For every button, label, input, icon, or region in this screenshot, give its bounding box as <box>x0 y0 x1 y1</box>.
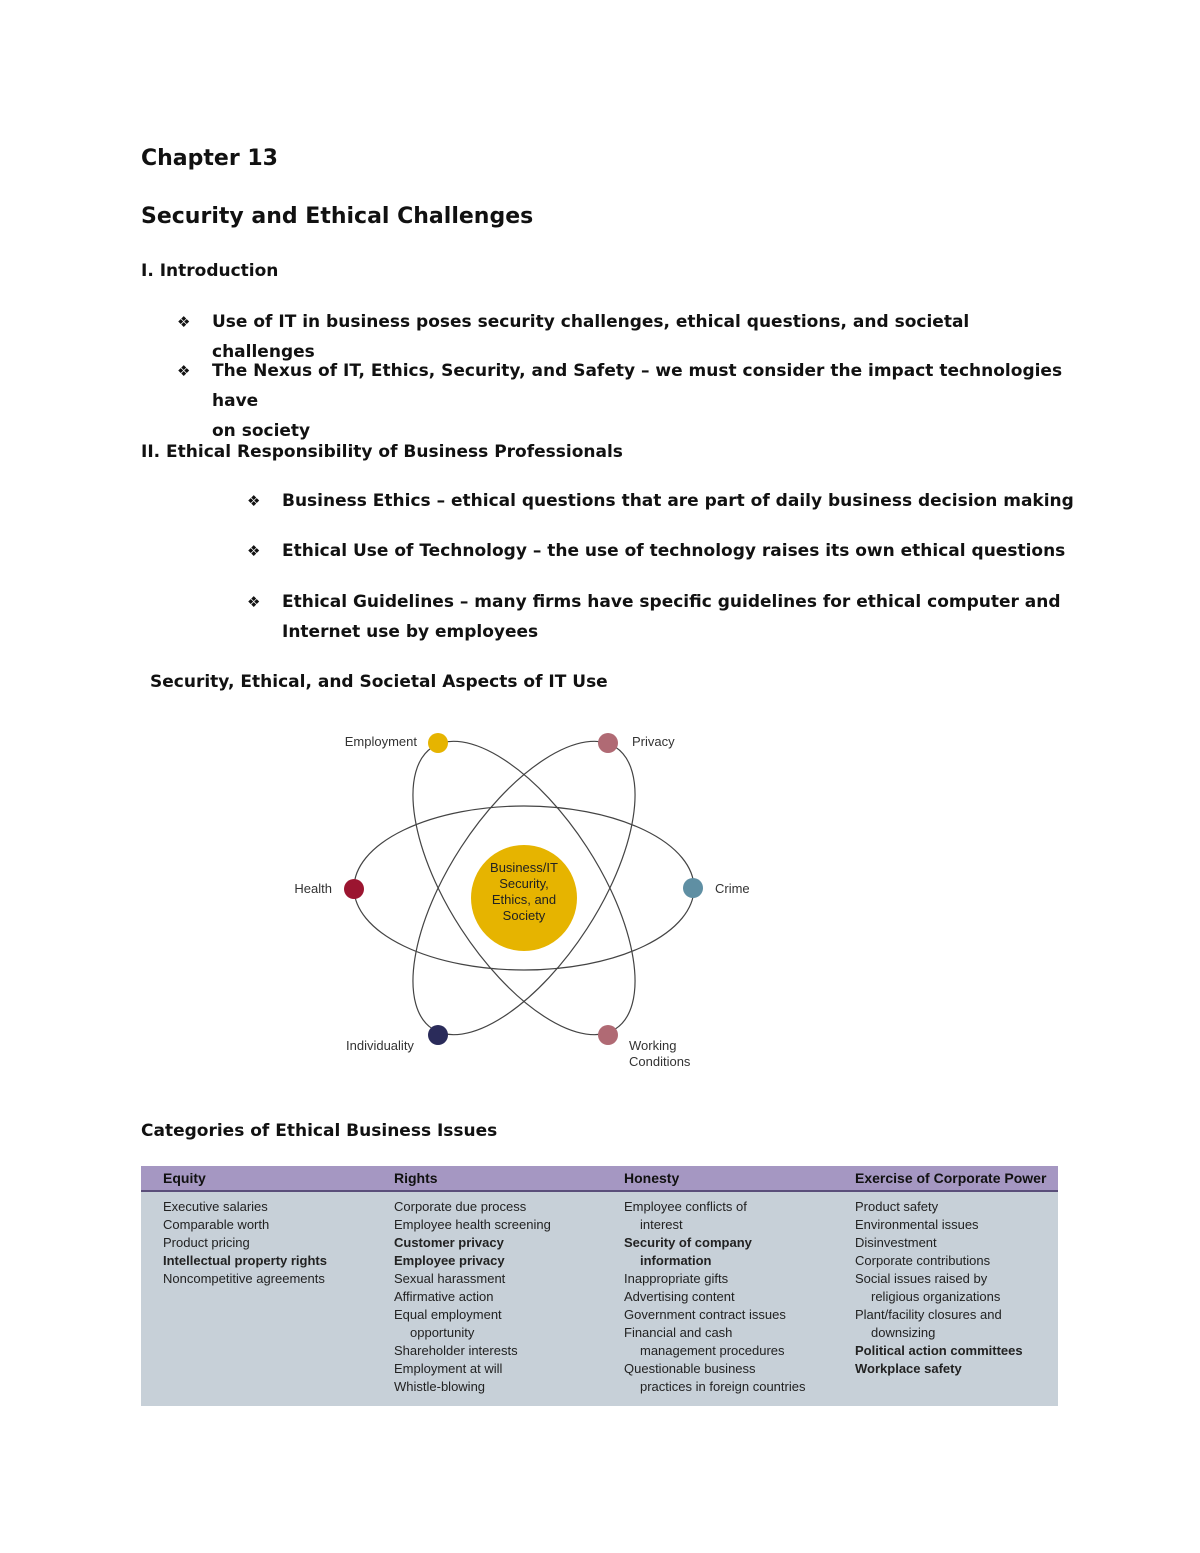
table-cell-item: religious organizations <box>871 1289 1001 1304</box>
column-header: Exercise of Corporate Power <box>855 1170 1047 1186</box>
table-cell-item: Political action committees <box>855 1343 1023 1358</box>
table-cell-item: Plant/facility closures and <box>855 1307 1002 1322</box>
table-cell-item: Product safety <box>855 1199 939 1214</box>
table-cell-item: interest <box>640 1217 683 1232</box>
diagram-caption: Security, Ethical, and Societal Aspects of IT Use <box>150 672 608 692</box>
table-cell-item: management procedures <box>640 1343 785 1358</box>
table-column-rights <box>394 1198 551 1396</box>
bullet-text: Use of IT in business poses security challenges, ethical questions, and societal challenges <box>212 312 970 362</box>
table-cell-item: Inappropriate gifts <box>624 1271 729 1286</box>
diamond-bullet-icon: ❖ <box>177 362 191 380</box>
table-cell-item: Questionable business <box>624 1361 756 1376</box>
table-column-corporate-power <box>855 1198 1023 1378</box>
table-cell-item: Product pricing <box>163 1235 250 1250</box>
working-conditions-node <box>598 1025 618 1045</box>
bullet-text: Ethical Use of Technology – the use of technology raises its own ethical questions <box>282 541 1066 561</box>
column-header: Equity <box>163 1170 206 1186</box>
table-cell-item: Financial and cash <box>624 1325 733 1340</box>
table-cell-item: opportunity <box>410 1325 475 1340</box>
table-cell-item: Whistle-blowing <box>394 1379 486 1394</box>
center-label-line: Ethics, and <box>491 892 557 907</box>
bullet-text: The Nexus of IT, Ethics, Security, and Safety – we must consider the impact technologies have <box>212 361 1063 411</box>
table-cell-item: Shareholder interests <box>394 1343 518 1358</box>
table-cell-item: Employment at will <box>394 1361 503 1376</box>
table-cell-item: Environmental issues <box>855 1217 979 1232</box>
ethical-issues-table <box>141 1166 1058 1406</box>
center-label-line: Security, <box>499 876 549 891</box>
crime-node <box>683 878 703 898</box>
diamond-bullet-icon: ❖ <box>247 593 261 611</box>
table-cell-item: Employee health screening <box>394 1217 551 1232</box>
diamond-bullet-icon: ❖ <box>177 313 191 331</box>
bullet-text-continued: on society <box>212 421 311 441</box>
table-cell-item: Sexual harassment <box>394 1271 506 1286</box>
table-cell-item: downsizing <box>871 1325 936 1340</box>
column-header: Rights <box>394 1170 438 1186</box>
column-header: Honesty <box>624 1170 680 1186</box>
table-cell-item: Government contract issues <box>624 1307 786 1322</box>
individuality-node <box>428 1025 448 1045</box>
table-cell-item: Corporate contributions <box>855 1253 991 1268</box>
bullet-item <box>247 587 1147 647</box>
health-label: Health <box>294 881 332 896</box>
table-cell-item: Workplace safety <box>855 1361 962 1376</box>
table-cell-item: Customer privacy <box>394 1235 504 1250</box>
privacy-node <box>598 733 618 753</box>
crime-label: Crime <box>715 881 750 896</box>
employment-label: Employment <box>344 734 417 749</box>
diamond-bullet-icon: ❖ <box>247 492 261 510</box>
table-cell-item: Security of company <box>624 1235 752 1250</box>
table-cell-item: Employee conflicts of <box>624 1199 747 1214</box>
table-caption: Categories of Ethical Business Issues <box>141 1121 498 1141</box>
table-cell-item: Disinvestment <box>855 1235 937 1250</box>
center-label-line: Society <box>502 908 546 923</box>
bullet-text: Ethical Guidelines – many firms have specific guidelines for ethical computer and <box>282 592 1061 612</box>
bullet-item <box>247 486 1147 516</box>
table-cell-item: Advertising content <box>624 1289 735 1304</box>
page-title: Security and Ethical Challenges <box>141 204 534 229</box>
health-node <box>344 879 364 899</box>
working-conditions-label-line: Working <box>629 1038 677 1053</box>
diamond-bullet-icon: ❖ <box>247 542 261 560</box>
employment-node <box>428 733 448 753</box>
section-1-title: I. Introduction <box>141 261 279 281</box>
table-column-equity <box>163 1198 327 1288</box>
table-cell-item: Executive salaries <box>163 1199 268 1214</box>
individuality-label: Individuality <box>346 1038 414 1053</box>
bullet-text: Business Ethics – ethical questions that are part of daily business decision making <box>282 491 1074 511</box>
table-cell-item: Comparable worth <box>163 1217 270 1232</box>
table-header-row <box>141 1166 1058 1192</box>
table-cell-item: information <box>640 1253 712 1268</box>
table-column-honesty <box>624 1198 805 1396</box>
table-cell-item: Social issues raised by <box>855 1271 988 1286</box>
privacy-label: Privacy <box>632 734 675 749</box>
table-cell-item: Corporate due process <box>394 1199 527 1214</box>
table-cell-item: Noncompetitive agreements <box>163 1271 325 1286</box>
table-cell-item: Intellectual property rights <box>163 1253 327 1268</box>
center-label-line: Business/IT <box>490 860 558 875</box>
bullet-item <box>177 356 1077 446</box>
chapter-heading: Chapter 13 <box>141 146 278 171</box>
atom-diagram <box>280 718 750 1088</box>
table-cell-item: practices in foreign countries <box>640 1379 806 1394</box>
section-2-title: II. Ethical Responsibility of Business Professionals <box>141 442 623 462</box>
table-cell-item: Equal employment <box>394 1307 502 1322</box>
bullet-item <box>247 536 1147 566</box>
working-conditions-label-line: Conditions <box>629 1054 691 1069</box>
table-cell-item: Affirmative action <box>394 1289 494 1304</box>
table-cell-item: Employee privacy <box>394 1253 505 1268</box>
bullet-text-continued: Internet use by employees <box>282 622 539 642</box>
